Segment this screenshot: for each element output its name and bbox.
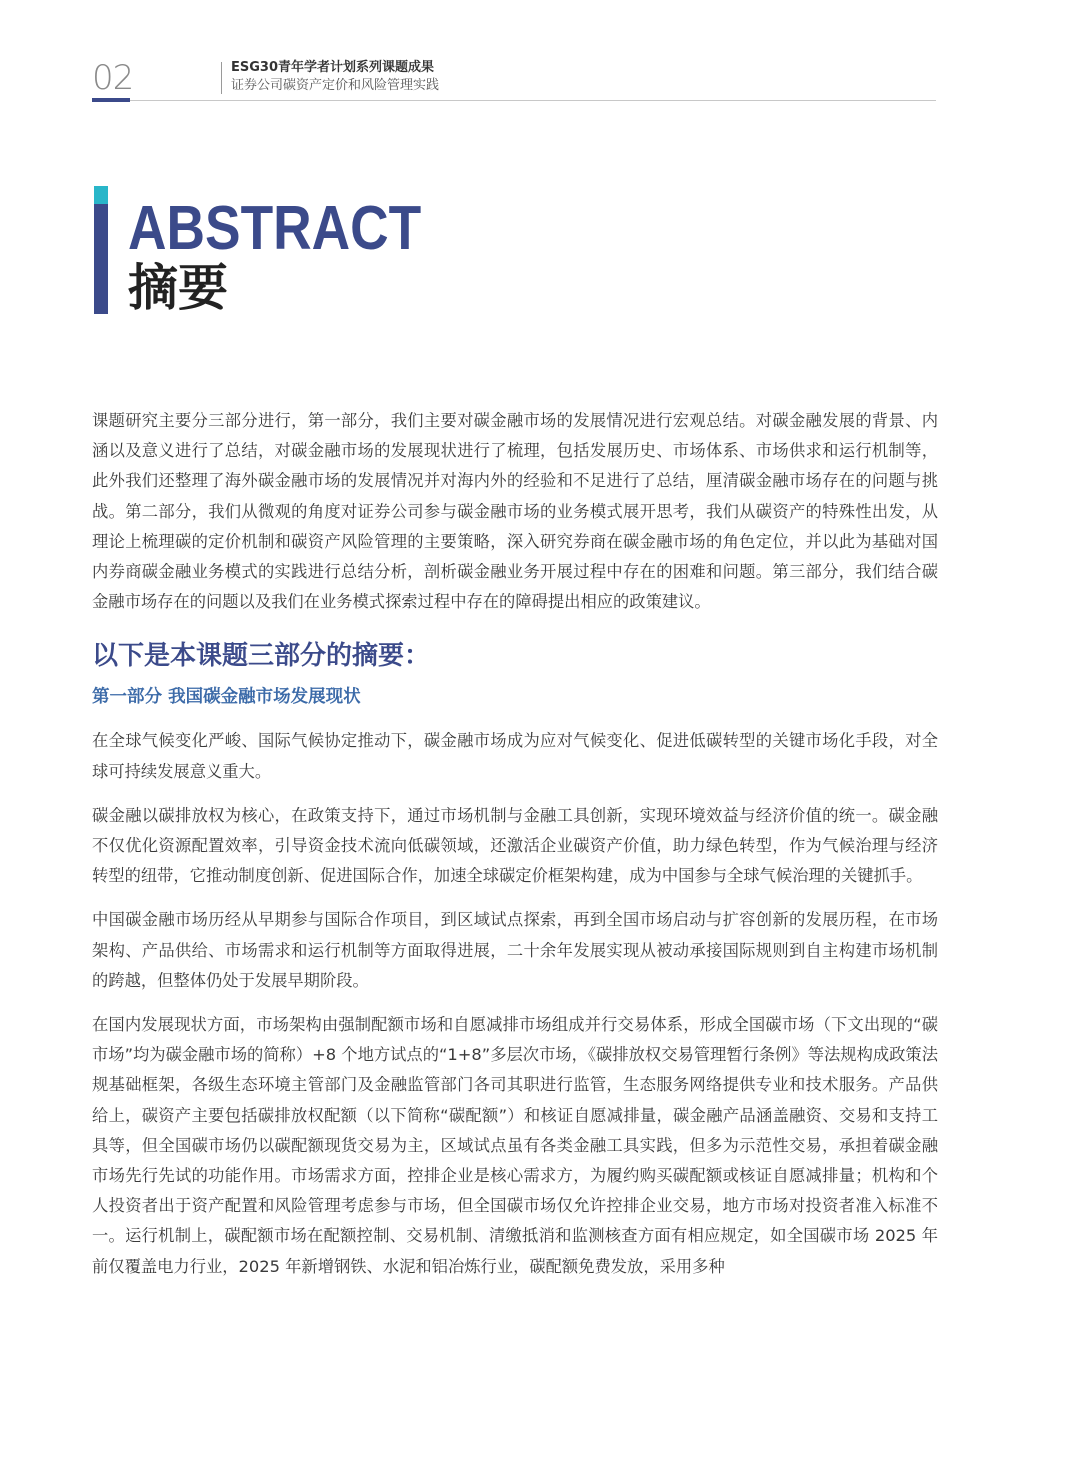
summary-heading: 以下是本课题三部分的摘要： (92, 641, 431, 672)
page-header (92, 58, 936, 102)
abstract-title-block (94, 186, 494, 316)
accent-bar-cyan (94, 186, 108, 204)
part-one-paragraph: 在全球气候变化严峻、国际气候协定推动下，碳金融市场成为应对气候变化、促进低碳转型的关键市场化手段，对全球可持续发展意义重大。 (92, 731, 938, 781)
abstract-title-en: ABSTRACT (128, 194, 422, 263)
main-content (92, 406, 938, 1282)
page-number-underline (92, 98, 130, 102)
header-divider (221, 62, 222, 94)
header-rule (130, 100, 936, 101)
accent-bar-navy (94, 204, 108, 314)
abstract-title-zh: 摘要 (128, 259, 228, 317)
part-one-heading: 第一部分 我国碳金融市场发展现状 (92, 687, 361, 708)
intro-paragraph: 课题研究主要分三部分进行，第一部分，我们主要对碳金融市场的发展情况进行宏观总结。对碳金融发展的背景、内涵以及意义进行了总结，对碳金融市场的发展现状进行了梳理，包括发展历史、市场体系、市场供求和运行机制等，此外我们还整理了海外碳金融市场的发展情况并对海内外的经验和不足进行了总结，厘清碳金融市场存在的问题与挑战。第二部分，我们从微观的角度对证券公司参与碳金融市场的业务模式展开思考，我们从碳资产的特殊性出发，从理论上梳理碳的定价机制和碳资产风险管理的主要策略，深入研究券商在碳金融市场的角色定位，并以此为基础对国内券商碳金融业务模式的实践进行总结分析，剖析碳金融业务开展过程中存在的困难和问题。第三部分，我们结合碳金融市场存在的问题以及我们在业务模式探索过程中存在的障碍提出相应的政策建议。 (92, 411, 938, 612)
report-title: 证券公司碳资产定价和风险管理实践 (231, 78, 440, 93)
page-number: 02 (92, 58, 134, 98)
part-one-paragraph: 在国内发展现状方面，市场架构由强制配额市场和自愿减排市场组成并行交易体系，形成全国碳市场（下文出现的“碳市场”均为碳金融市场的简称）+8 个地方试点的“1+8”多层次市场，《碳排放权交易管理暂行条例》等法规构成政策法规基础框架，各级生态环境主管部门及金融监管部门各司其职进行监管，生态服务网络提供专业和技术服务。产品供给上，碳资产主要包括碳排放权配额（以下简称“碳配额”）和核证自愿减排量，碳金融产品涵盖融资、交易和支持工具等，但全国碳市场仍以碳配额现货交易为主，区域试点虽有各类金融工具实践，但多为示范性交易，承担着碳金融市场先行先试的功能作用。市场需求方面，控排企业是核心需求方，为履约购买碳配额或核证自愿减排量；机构和个人投资者出于资产配置和风险管理考虑参与市场，但全国碳市场仅允许控排企业交易，地方市场对投资者准入标准不一。运行机制上，碳配额市场在配额控制、交易机制、清缴抵消和监测核查方面有相应规定，如全国碳市场 2025 年前仅覆盖电力行业，2025 年新增钢铁、水泥和铝冶炼行业，碳配额免费发放，采用多种 (92, 1015, 938, 1276)
part-one-paragraph: 中国碳金融市场历经从早期参与国际合作项目，到区域试点探索，再到全国市场启动与扩容创新的发展历程，在市场架构、产品供给、市场需求和运行机制等方面取得进展，二十余年发展实现从被动承接国际规则到自主构建市场机制的跨越，但整体仍处于发展早期阶段。 (92, 910, 938, 990)
series-title: ESG30青年学者计划系列课题成果 (231, 60, 435, 75)
part-one-paragraph: 碳金融以碳排放权为核心，在政策支持下，通过市场机制与金融工具创新，实现环境效益与经济价值的统一。碳金融不仅优化资源配置效率，引导资金技术流向低碳领域，还激活企业碳资产价值，助力绿色转型，作为气候治理与经济转型的纽带，它推动制度创新、促进国际合作，加速全球碳定价框架构建，成为中国参与全球气候治理的关键抓手。 (92, 805, 938, 886)
